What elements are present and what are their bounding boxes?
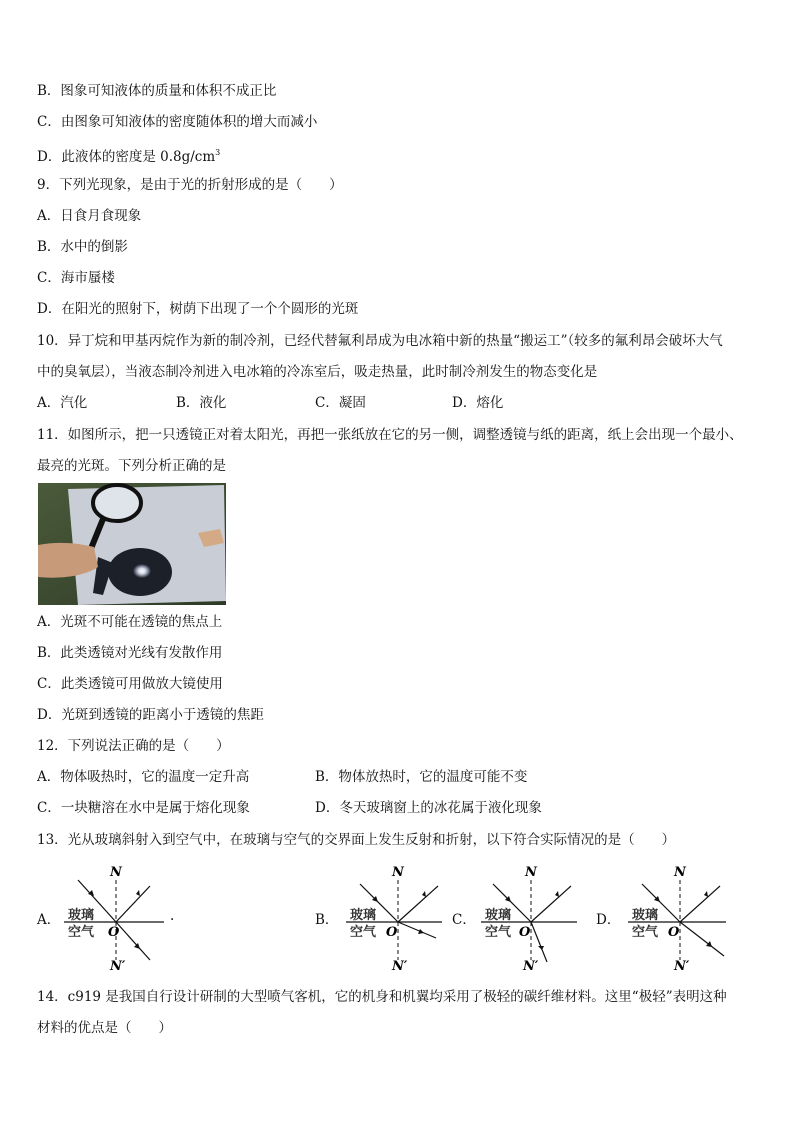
origin-o: O bbox=[519, 925, 531, 940]
option-line: B．此类透镜对光线有发散作用 bbox=[37, 645, 223, 661]
origin-o: O bbox=[108, 925, 120, 940]
option-b-label: B． bbox=[315, 912, 339, 928]
option-line: D．在阳光的照射下，树荫下出现了一个个圆形的光斑 bbox=[37, 301, 359, 317]
option-line: C．海市蜃楼 bbox=[37, 270, 115, 286]
normal-n: N bbox=[525, 866, 537, 880]
option-b: B．物体放热时，它的温度可能不变 bbox=[315, 769, 528, 785]
option-b: B．液化 bbox=[176, 395, 227, 411]
diagram-c bbox=[481, 866, 585, 972]
option-c: C．一块糖溶在水中是属于熔化现象 bbox=[37, 800, 250, 816]
question-12: 12．下列说法正确的是（ ） bbox=[37, 738, 230, 754]
normal-n: N bbox=[392, 866, 404, 880]
option-c-label: C． bbox=[452, 912, 476, 928]
question-10-line2: 中的臭氧层），当液态制冷剂进入电冰箱的冷冻室后，吸走热量，此时制冷剂发生的物态变化是 bbox=[37, 364, 598, 380]
diagram-d bbox=[628, 866, 732, 972]
air-label: 空气 bbox=[632, 925, 659, 940]
air-label: 空气 bbox=[350, 925, 377, 940]
option-a: A．汽化 bbox=[37, 395, 88, 411]
option-line: C．由图象可知液体的密度随体积的增大而减小 bbox=[37, 114, 318, 130]
option-line: B．水中的倒影 bbox=[37, 239, 128, 255]
question-11-line2: 最亮的光斑。下列分析正确的是 bbox=[37, 458, 226, 474]
glass-label: 玻璃 bbox=[350, 908, 377, 923]
air-label: 空气 bbox=[485, 925, 512, 940]
option-d-label: D． bbox=[596, 912, 621, 928]
question-14-line1: 14．c919 是我国自行设计研制的大型喷气客机，它的机身和机翼均采用了极轻的碳纤维材料。这里“极轻”表明这种 bbox=[37, 989, 727, 1005]
normal-n-prime: N′ bbox=[392, 959, 408, 972]
option-line: C．此类透镜可用做放大镜使用 bbox=[37, 676, 223, 692]
question-10-line1: 10．异丁烷和甲基丙烷作为新的制冷剂，已经代替氟利昂成为电冰箱中新的热量“搬运工”（较多的氟利昂会破坏大气 bbox=[37, 333, 723, 349]
option-c: C．凝固 bbox=[315, 395, 366, 411]
question-14-line2: 材料的优点是（ ） bbox=[37, 1020, 172, 1036]
option-a: A．物体吸热时，它的温度一定升高 bbox=[37, 769, 250, 785]
origin-o: O bbox=[668, 925, 680, 940]
air-label: 空气 bbox=[68, 925, 95, 940]
superscript: 3 bbox=[215, 148, 221, 157]
question-13: 13．光从玻璃斜射入到空气中，在玻璃与空气的交界面上发生反射和折射，以下符合实际情况的是（ ） bbox=[37, 832, 676, 848]
normal-n-prime: N′ bbox=[110, 959, 126, 972]
origin-o: O bbox=[386, 925, 398, 940]
normal-n-prime: N′ bbox=[674, 959, 690, 972]
glass-label: 玻璃 bbox=[485, 908, 512, 923]
glass-label: 玻璃 bbox=[632, 908, 659, 923]
option-a-label: A． bbox=[37, 912, 61, 928]
option-a-dot: . bbox=[170, 908, 175, 924]
normal-n: N bbox=[674, 866, 686, 880]
option-d: D．冬天玻璃窗上的冰花属于液化现象 bbox=[315, 800, 542, 816]
option-line bbox=[37, 144, 220, 166]
option-line: A．日食月食现象 bbox=[37, 208, 142, 224]
lens-photo bbox=[38, 483, 226, 605]
glass-label: 玻璃 bbox=[68, 908, 95, 923]
diagram-a bbox=[64, 866, 176, 972]
option-d: D．熔化 bbox=[452, 395, 504, 411]
question-11-line1: 11．如图所示，把一只透镜正对着太阳光，再把一张纸放在它的另一侧，调整透镜与纸的距离，纸上会出现一个最小、 bbox=[37, 427, 743, 443]
option-line: A．光斑不可能在透镜的焦点上 bbox=[37, 614, 223, 630]
question-9: 9．下列光现象，是由于光的折射形成的是（ ） bbox=[37, 177, 343, 193]
option-line: D．光斑到透镜的距离小于透镜的焦距 bbox=[37, 707, 264, 723]
option-line: B．图象可知液体的质量和体积不成正比 bbox=[37, 83, 277, 99]
normal-n: N bbox=[110, 866, 122, 880]
diagram-b bbox=[346, 866, 450, 972]
normal-n-prime: N′ bbox=[523, 959, 539, 972]
option-text: D．此液体的密度是 0.8g/cm bbox=[37, 149, 216, 165]
